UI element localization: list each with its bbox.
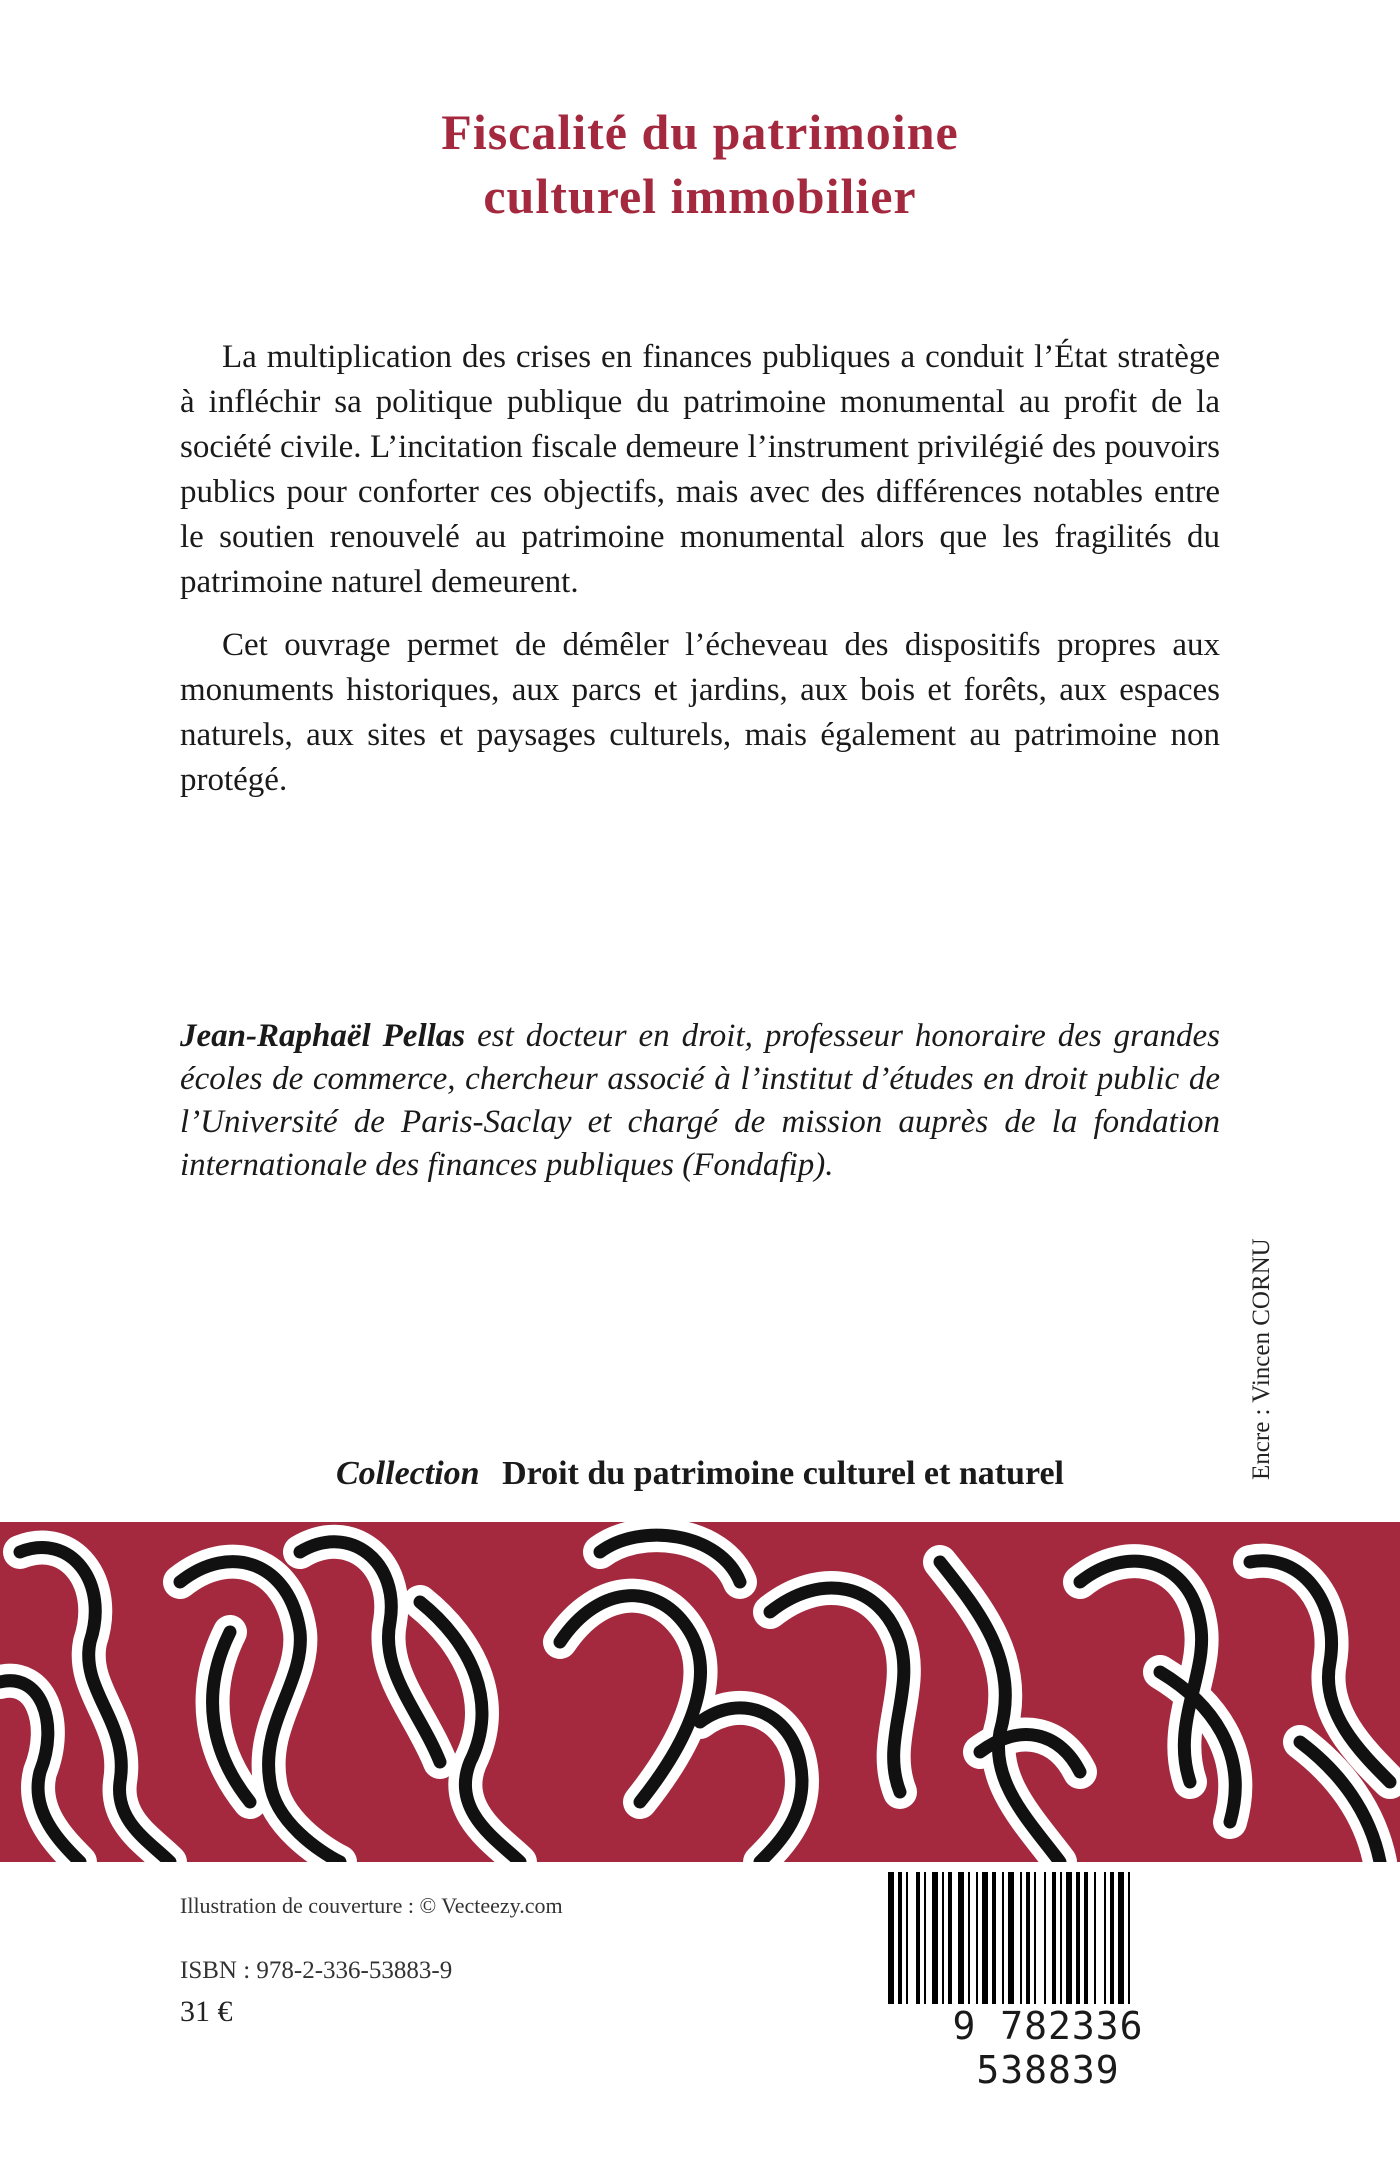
barcode-bar	[1020, 1872, 1022, 2012]
barcode-bar	[1110, 1872, 1114, 2012]
barcode-bar	[906, 1872, 908, 2012]
barcode-bar	[1008, 1872, 1014, 2012]
author-bio	[180, 1015, 1220, 1187]
barcode-bar	[888, 1872, 894, 2012]
barcode-bar	[958, 1872, 964, 2012]
barcode-bar	[1026, 1872, 1030, 2012]
illustration-credit: Illustration de couverture : © Vecteezy.com	[180, 1893, 563, 1918]
barcode-digits: 9 782336 538839	[878, 2004, 1218, 2092]
barcode-bar	[982, 1872, 988, 2012]
barcode-bar	[1066, 1872, 1072, 2012]
cover-illustration	[0, 1522, 1400, 1862]
ink-figures-drawing	[0, 1522, 1400, 1862]
book-title	[0, 100, 1400, 228]
blurb-paragraph: La multiplication des crises en finances publiques a conduit l’État stratège à infléchir sa politique publique du patrimoine monumental au profit de la société civile. L’incitation fiscale demeure l’instrument privilégié des pouvoirs publics pour conforter ces objectifs, mais avec des différences notables entre le soutien renouvelé au patrimoine monumental alors que les fragilités du patrimoine naturel demeurent.	[180, 339, 1220, 600]
barcode-bar	[992, 1872, 996, 2012]
price: 31 €	[180, 1995, 233, 2028]
author-bio-text: est docteur en droit, professeur honoraire des grandes écoles de commerce, chercheur associé à l’institut d’études en droit public de l’Université de Paris-Saclay et chargé de mission auprès de la fondation internationale des finances publiques (Fondafip).	[180, 1018, 1220, 1183]
isbn: ISBN : 978-2-336-53883-9	[180, 1957, 453, 1984]
barcode-bar	[948, 1872, 952, 2012]
back-cover-blurb	[180, 335, 1220, 821]
author-name: Jean-Raphaël Pellas	[180, 1018, 466, 1054]
barcode-bar	[1118, 1872, 1124, 2012]
collection-label: Collection	[336, 1455, 480, 1492]
barcode-bar	[1104, 1872, 1106, 2012]
barcode-bar	[942, 1872, 944, 2012]
barcode-bar	[1044, 1872, 1046, 2012]
barcode-bar	[1052, 1872, 1056, 2012]
barcode-bar	[924, 1872, 926, 2012]
barcode-bar	[1002, 1872, 1004, 2012]
barcode-bar	[976, 1872, 978, 2012]
blurb-paragraph: Cet ouvrage permet de démêler l’écheveau des dispositifs propres aux monuments historiques, aux parcs et jardins, aux bois et forêts, aux espaces naturels, aux sites et paysages culturels, mais également au patrimoine non protégé.	[180, 627, 1220, 798]
barcode-bar	[968, 1872, 970, 2012]
barcode-bar	[1076, 1872, 1080, 2012]
collection-line	[0, 1452, 1400, 1496]
barcode-bar	[1084, 1872, 1088, 2012]
barcode-bar	[916, 1872, 920, 2012]
title-line: Fiscalité du patrimoine	[441, 104, 959, 160]
collection-name: Droit du patrimoine culturel et naturel	[502, 1455, 1064, 1492]
barcode-bar	[1034, 1872, 1036, 2012]
barcode-bars	[878, 1872, 1218, 2012]
barcode-bar	[1094, 1872, 1096, 2012]
barcode-bar	[1128, 1872, 1130, 2012]
barcode-bar	[932, 1872, 938, 2012]
barcode	[878, 1872, 1218, 2092]
title-line: culturel immobilier	[483, 168, 917, 224]
ink-credit: Encre : Vincen CORNU	[1248, 1238, 1275, 1480]
barcode-bar	[898, 1872, 902, 2012]
barcode-bar	[1060, 1872, 1062, 2012]
